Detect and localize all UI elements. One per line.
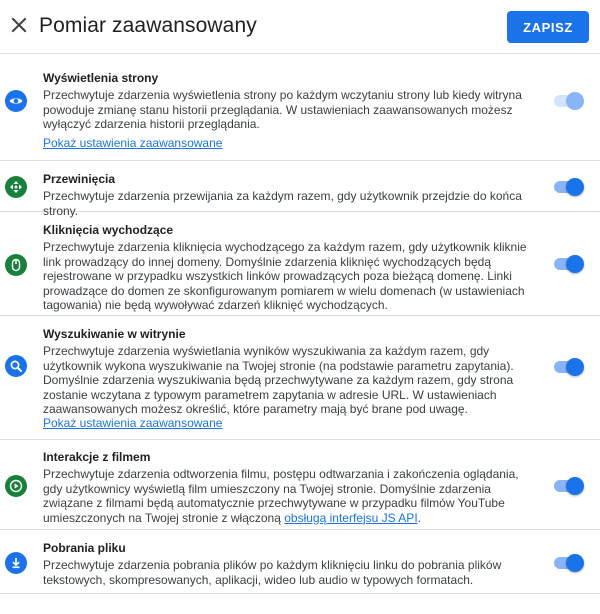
section-title: Pobrania pliku	[43, 541, 126, 555]
section-file-downloads	[0, 530, 600, 594]
section-description: Przechwytuje zdarzenia pobrania plików po każdym kliknięciu linku do pobrania plików tekstowych, skompresowanych, aplikacji, wideo lub audio w typowych formatach.	[43, 558, 502, 587]
section-video-engagement	[0, 440, 600, 530]
section-page-views	[0, 54, 600, 161]
video-engagement-toggle[interactable]	[552, 477, 584, 495]
section-description	[43, 467, 533, 525]
toggle-thumb	[566, 477, 584, 495]
eye-icon	[5, 90, 27, 112]
dialog-header	[0, 0, 600, 54]
section-title: Wyszukiwanie w witrynie	[43, 327, 186, 341]
toggle-thumb	[566, 554, 584, 572]
section-site-search	[0, 316, 600, 440]
page-views-toggle[interactable]	[552, 92, 584, 110]
crosshair-arrows-icon	[5, 176, 27, 198]
description-text: Przechwytuje zdarzenia odtworzenia filmu, postępu odtwarzania i zakończenia oglądania, gdy użytkownicy wyświetlą film umieszczony na Twojej stronie. Domyślnie zdarzenia związane z filmami będą automatycznie przechwytywane w przypadku filmów YouTube umieszczonych na Twojej stronie z włączoną	[43, 467, 519, 525]
file-downloads-toggle[interactable]	[552, 554, 584, 572]
scrolls-toggle[interactable]	[552, 178, 584, 196]
section-title: Wyświetlenia strony	[43, 71, 159, 85]
section-outbound-clicks	[0, 212, 600, 316]
section-scrolls	[0, 161, 600, 218]
site-search-toggle[interactable]	[552, 358, 584, 376]
save-button[interactable]: ZAPISZ	[507, 11, 589, 43]
section-title: Przewinięcia	[43, 172, 116, 186]
section-description: Przechwytuje zdarzenia kliknięcia wychodzącego za każdym razem, gdy użytkownik kliknie link prowadzący do innej domeny. Domyślnie zdarzenia kliknięć wychodzących będą rejestrowane w przypadku wszystkich linków prowadzących poza bieżącą domenę. Linki prowadzące do domen ze skonfigurowanym pomiarem w wielu domenach (w ustawieniach tagowania) nie będą wywoływać zdarzeń kliknięć wychodzących.	[43, 240, 527, 312]
toggle-thumb	[566, 255, 584, 273]
mouse-icon	[5, 254, 27, 276]
search-icon	[5, 355, 27, 377]
section-title: Kliknięcia wychodzące	[43, 223, 174, 237]
page-title: Pomiar zaawansowany	[39, 14, 257, 37]
toggle-thumb	[566, 92, 584, 110]
show-advanced-settings-link[interactable]: Pokaż ustawienia zaawansowane	[43, 136, 223, 150]
section-description: Przechwytuje zdarzenia przewijania za każdym razem, gdy użytkownik przejdzie do końca strony.	[43, 189, 522, 218]
outbound-clicks-toggle[interactable]	[552, 255, 584, 273]
close-button[interactable]	[6, 12, 32, 38]
toggle-thumb	[566, 358, 584, 376]
section-description: Przechwytuje zdarzenia wyświetlenia strony po każdym wczytaniu strony lub kiedy witryna powoduje zmianę stanu historii przeglądania. W ustawieniach zaawansowanych możesz wyłączyć zdarzenia historii przeglądania.	[43, 88, 522, 131]
js-api-support-link[interactable]: obsługą interfejsu JS API	[284, 510, 418, 525]
section-title: Interakcje z filmem	[43, 450, 151, 464]
description-end: .	[417, 510, 421, 525]
show-advanced-settings-link[interactable]: Pokaż ustawienia zaawansowane	[43, 416, 223, 430]
download-icon	[5, 552, 27, 574]
close-icon	[6, 12, 32, 38]
section-description: Przechwytuje zdarzenia wyświetlania wyników wyszukiwania za każdym razem, gdy użytkownik wykona wyszukiwanie na Twojej stronie (na podstawie parametru zapytania). Domyślnie zdarzenia wyszukiwania będą przechwytywane za każdym razem, gdy strona zostanie wczytana z typowym parametrem zapytania w adresie URL. W ustawieniach zaawansowanych możesz określić, które parametry mają być brane pod uwagę.	[43, 344, 514, 416]
toggle-thumb	[566, 178, 584, 196]
play-icon	[5, 475, 27, 497]
